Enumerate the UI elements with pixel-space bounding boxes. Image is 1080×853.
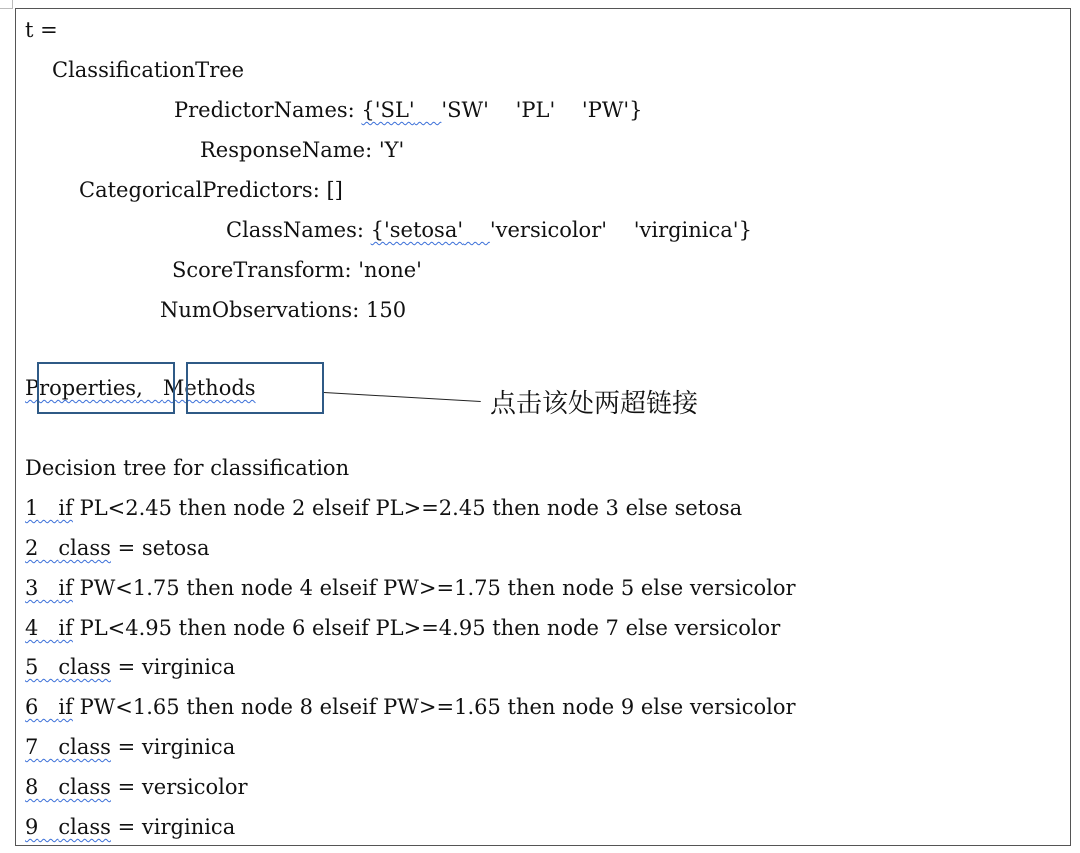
tree-title (25, 454, 349, 482)
tree-title-text: Decision tree for classification (25, 456, 350, 480)
tree-node-1 (25, 494, 742, 522)
prop-value: 'none' (358, 258, 422, 282)
tree-node-7 (25, 733, 235, 761)
node-rule: PL<2.45 then node 2 elseif PL>=2.45 then node 3 else setosa (72, 496, 743, 520)
node-number: 1 if (25, 496, 73, 520)
spellcheck-gap (415, 98, 442, 122)
prop-label: ScoreTransform: (172, 258, 352, 282)
prop-label: ClassNames: (226, 218, 364, 242)
prop-label: ResponseName: (200, 138, 373, 162)
node-number: 7 class (25, 735, 111, 759)
spellcheck-gap (463, 218, 490, 242)
node-rule: PW<1.65 then node 8 elseif PW>=1.65 then node 9 else versicolor (72, 695, 796, 719)
page-corner-mark (0, 0, 13, 9)
node-rule: = virginica (110, 735, 236, 759)
tree-node-3 (25, 574, 796, 602)
prop-categoricalpredictors (79, 176, 343, 204)
prop-numobservations (160, 296, 406, 324)
prop-value: {'setosa' (370, 218, 464, 242)
node-rule: = versicolor (110, 775, 248, 799)
prop-value: [] (326, 178, 343, 202)
node-number: 2 class (25, 536, 111, 560)
object-type-line (52, 56, 244, 84)
prop-value: 'Y' (378, 138, 405, 162)
tree-node-5 (25, 653, 235, 681)
prop-predictornames (174, 96, 643, 124)
prop-value: {'SL' (361, 98, 415, 122)
callout-annotation: 点击该处两超链接 (490, 389, 699, 419)
node-number: 8 class (25, 775, 111, 799)
prop-classnames (226, 216, 752, 244)
methods-highlight-box (186, 362, 324, 414)
node-rule: PL<4.95 then node 6 elseif PL>=4.95 then node 7 else versicolor (72, 616, 781, 640)
assignment-line (25, 16, 58, 44)
tree-node-2 (25, 534, 210, 562)
methods-link[interactable]: Methods (162, 376, 256, 400)
tree-node-9 (25, 813, 235, 841)
tree-node-6 (25, 693, 796, 721)
node-rule: PW<1.75 then node 4 elseif PW>=1.75 then node 5 else versicolor (72, 576, 796, 600)
tree-node-8 (25, 773, 248, 801)
object-type: ClassificationTree (52, 58, 245, 82)
properties-highlight-box (37, 362, 175, 414)
prop-label: CategoricalPredictors: (79, 178, 320, 202)
prop-scoretransform (172, 256, 422, 284)
links-separator: , (136, 376, 143, 400)
node-rule: = virginica (110, 815, 236, 839)
prop-value-tail: 'versicolor' 'virginica'} (489, 218, 752, 242)
node-number: 6 if (25, 695, 73, 719)
node-number: 3 if (25, 576, 73, 600)
node-number: 9 class (25, 815, 111, 839)
prop-value: 150 (365, 298, 407, 322)
node-rule: = virginica (110, 655, 236, 679)
prop-responsename (200, 136, 404, 164)
node-number: 5 class (25, 655, 111, 679)
node-rule: = setosa (110, 536, 210, 560)
node-number: 4 if (25, 616, 73, 640)
prop-label: PredictorNames: (174, 98, 355, 122)
prop-value-tail: 'SW' 'PL' 'PW'} (441, 98, 643, 122)
assignment-text: t = (25, 18, 58, 42)
tree-node-4 (25, 614, 780, 642)
prop-label: NumObservations: (160, 298, 360, 322)
properties-link[interactable]: Properties (25, 376, 137, 400)
